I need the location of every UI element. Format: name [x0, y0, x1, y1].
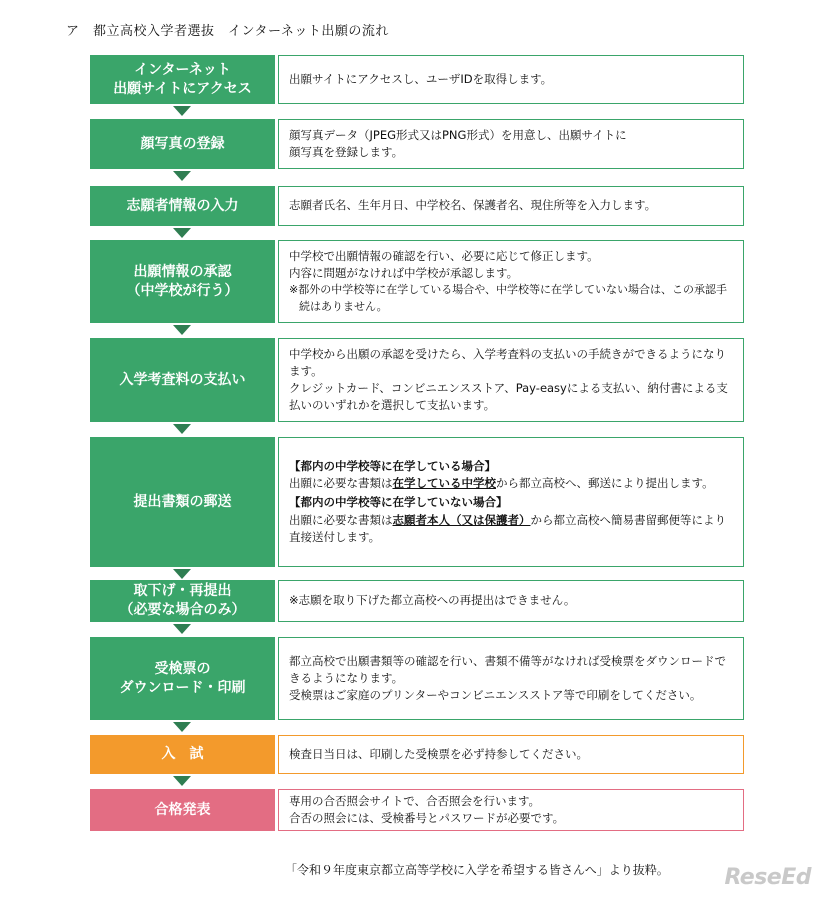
step-label: 顔写真の登録 [90, 119, 275, 169]
desc-line: 中学校で出願情報の確認を行い、必要に応じて修正します。 [289, 248, 599, 263]
step-description [278, 789, 744, 831]
step-results [90, 789, 744, 831]
step-label: 志願者情報の入力 [90, 186, 275, 226]
desc-line: 顔写真を登録します。 [289, 145, 404, 159]
down-arrow-icon [173, 171, 191, 181]
desc-line: 都立高校で出願書類等の確認を行い、書類不備等がなければ受検票をダウンロードできるようになります。 [289, 653, 726, 685]
step-label: 合格発表 [90, 789, 275, 831]
step-label: 入 試 [90, 735, 275, 774]
step-label: 取下げ・再提出 （必要な場合のみ） [90, 580, 275, 622]
step-description [278, 119, 744, 169]
step-description [278, 437, 744, 567]
source-citation: 「令和９年度東京都立高等学校に入学を希望する皆さんへ」より抜粋。 [285, 863, 669, 877]
desc-line: 合否の照会には、受検番号とパスワードが必要です。 [289, 811, 565, 825]
step-applicant-info [90, 186, 744, 226]
down-arrow-icon [173, 325, 191, 335]
step-description [278, 240, 744, 323]
desc-line: 検査日当日は、印刷した受検票を必ず持参してください。 [289, 746, 588, 761]
step-withdraw [90, 580, 744, 622]
desc-note: ※都外の中学校等に在学している場合や、中学校等に在学していない場合は、この承認手続はありません。 [289, 283, 727, 313]
step-mailing [90, 437, 744, 567]
desc-line: 内容に問題がなければ中学校が承認します。 [289, 266, 519, 280]
step-description [278, 186, 744, 226]
desc-line: 顔写真データ（JPEG形式又はPNG形式）を用意し、出願サイトに [289, 127, 627, 142]
step-approval [90, 240, 744, 323]
case-heading: 【都内の中学校等に在学している場合】 [289, 458, 496, 473]
step-description [278, 735, 744, 774]
down-arrow-icon [173, 776, 191, 786]
step-payment [90, 338, 744, 422]
step-exam-ticket [90, 637, 744, 720]
down-arrow-icon [173, 228, 191, 238]
step-photo [90, 119, 744, 169]
step-label: 提出書類の郵送 [90, 437, 275, 567]
step-label: 出願情報の承認 （中学校が行う） [90, 240, 275, 323]
step-label: 受検票の ダウンロード・印刷 [90, 637, 275, 720]
case-text: 出願に必要な書類は志願者本人（又は保護者）から都立高校へ簡易書留郵便等により直接送付します。 [289, 512, 726, 544]
down-arrow-icon [173, 424, 191, 434]
step-exam [90, 735, 744, 774]
step-description [278, 338, 744, 422]
down-arrow-icon [173, 624, 191, 634]
case-heading: 【都内の中学校等に在学していない場合】 [289, 495, 508, 510]
step-description [278, 637, 744, 720]
desc-line: 専用の合否照会サイトで、合否照会を行います。 [289, 793, 541, 808]
desc-line: 出願サイトにアクセスし、ユーザIDを取得します。 [289, 71, 553, 86]
case-text: 出願に必要な書類は在学している中学校から都立高校へ、郵送により提出します。 [289, 476, 714, 491]
step-label: 入学考査料の支払い [90, 338, 275, 422]
step-description [278, 55, 744, 104]
desc-line: ※志願を取り下げた都立高校への再提出はできません。 [289, 593, 576, 608]
page-heading: ア 都立高校入学者選抜 インターネット出願の流れ [66, 24, 389, 39]
step-access [90, 55, 744, 104]
step-label: インターネット 出願サイトにアクセス [90, 55, 275, 104]
down-arrow-icon [173, 569, 191, 579]
down-arrow-icon [173, 722, 191, 732]
desc-line: 志願者氏名、生年月日、中学校名、保護者名、現住所等を入力します。 [289, 198, 657, 213]
step-description [278, 580, 744, 622]
down-arrow-icon [173, 106, 191, 116]
watermark-logo: ReseEd [724, 865, 811, 890]
desc-line: 受検票はご家庭のプリンターやコンビニエンスストア等で印刷をしてください。 [289, 688, 702, 703]
desc-line: クレジットカード、コンビニエンスストア、Pay-easyによる支払い、納付書による支払いのいずれかを選択して支払います。 [289, 381, 728, 413]
emphasis: 志願者本人（又は保護者） [392, 512, 531, 527]
emphasis: 在学している中学校 [392, 476, 496, 491]
desc-line: 中学校から出願の承認を受けたら、入学考査料の支払いの手続きができるようになります。 [289, 346, 726, 378]
